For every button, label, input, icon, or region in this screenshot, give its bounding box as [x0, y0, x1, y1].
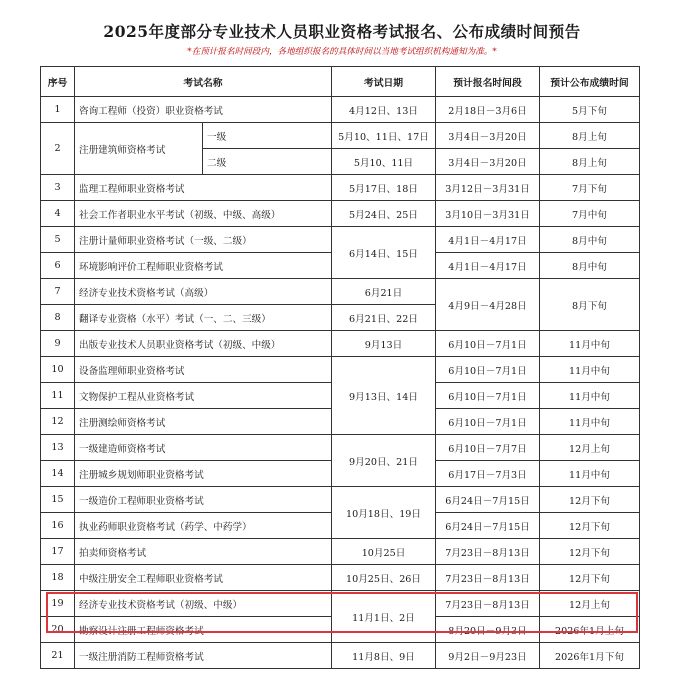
- registration-period: 4月1日－4月17日: [436, 227, 540, 253]
- header-registration-period: 预计报名时间段: [436, 67, 540, 97]
- exam-name: 社会工作者职业水平考试（初级、中级、高级）: [75, 201, 332, 227]
- row-no: 1: [41, 97, 75, 123]
- result-time: 12月下旬: [540, 539, 640, 565]
- exam-level: 二级: [203, 149, 332, 175]
- result-time: 11月中旬: [540, 383, 640, 409]
- exam-date: 9月13日、14日: [332, 357, 436, 435]
- page-subtitle-note: *在预计报名时间段内，各地组织报名的具体时间以当地考试组织机构通知为准。*: [187, 47, 497, 57]
- header-no: 序号: [41, 67, 75, 97]
- exam-date: 5月10、11日: [332, 149, 436, 175]
- header-exam-name: 考试名称: [75, 67, 332, 97]
- row-no: 13: [41, 435, 75, 461]
- result-time: 12月下旬: [540, 513, 640, 539]
- registration-period: 7月23日－8月13日: [436, 539, 540, 565]
- table-row: [41, 643, 640, 669]
- registration-period: 6月10日－7月7日: [436, 435, 540, 461]
- table-row: [41, 487, 640, 513]
- exam-name: 一级建造师资格考试: [75, 435, 332, 461]
- exam-date: 5月24日、25日: [332, 201, 436, 227]
- exam-name: 注册计量师职业资格考试（一级、二级）: [75, 227, 332, 253]
- exam-date: 6月21日、22日: [332, 305, 436, 331]
- row-no: 11: [41, 383, 75, 409]
- row-no: 15: [41, 487, 75, 513]
- table-row: [41, 97, 640, 123]
- exam-name: 设备监理师职业资格考试: [75, 357, 332, 383]
- exam-name: 一级注册消防工程师资格考试: [75, 643, 332, 669]
- result-time: 12月上旬: [540, 435, 640, 461]
- exam-name: 注册测绘师资格考试: [75, 409, 332, 435]
- row-no: 14: [41, 461, 75, 487]
- exam-level: 一级: [203, 123, 332, 149]
- exam-name: 勘察设计注册工程师资格考试: [75, 617, 332, 643]
- table-row: [41, 357, 640, 383]
- exam-name: 经济专业技术资格考试（高级）: [75, 279, 332, 305]
- row-no: 12: [41, 409, 75, 435]
- exam-name: 拍卖师资格考试: [75, 539, 332, 565]
- exam-date: 5月17日、18日: [332, 175, 436, 201]
- exam-date: 5月10、11日、17日: [332, 123, 436, 149]
- table-row: [41, 175, 640, 201]
- row-no: 4: [41, 201, 75, 227]
- exam-name: 中级注册安全工程师职业资格考试: [75, 565, 332, 591]
- registration-period: 7月23日－8月13日: [436, 565, 540, 591]
- result-time: 8月中旬: [540, 227, 640, 253]
- exam-name: 监理工程师职业资格考试: [75, 175, 332, 201]
- exam-name: 执业药师职业资格考试（药学、中药学）: [75, 513, 332, 539]
- registration-period: 2月18日－3月6日: [436, 97, 540, 123]
- registration-period: 6月24日－7月15日: [436, 487, 540, 513]
- row-no: 21: [41, 643, 75, 669]
- registration-period: 6月10日－7月1日: [436, 409, 540, 435]
- exam-name: 出版专业技术人员职业资格考试（初级、中级）: [75, 331, 332, 357]
- registration-period: 6月10日－7月1日: [436, 383, 540, 409]
- exam-date: 6月14日、15日: [332, 227, 436, 279]
- table-row: [41, 123, 640, 149]
- result-time: 12月上旬: [540, 591, 640, 617]
- registration-period: 6月10日－7月1日: [436, 357, 540, 383]
- table-header-row: [41, 67, 640, 97]
- result-time: 7月下旬: [540, 175, 640, 201]
- registration-period: 9月2日－9月23日: [436, 643, 540, 669]
- result-time: 11月中旬: [540, 331, 640, 357]
- row-no: 8: [41, 305, 75, 331]
- row-no: 20: [41, 617, 75, 643]
- result-time: 12月下旬: [540, 487, 640, 513]
- registration-period: 3月12日－3月31日: [436, 175, 540, 201]
- row-no: 17: [41, 539, 75, 565]
- registration-period: 3月4日－3月20日: [436, 123, 540, 149]
- exam-date: 4月12日、13日: [332, 97, 436, 123]
- exam-date: 6月21日: [332, 279, 436, 305]
- registration-period: 6月24日－7月15日: [436, 513, 540, 539]
- result-time: 8月上旬: [540, 149, 640, 175]
- exam-date: 11月8日、9日: [332, 643, 436, 669]
- row-no: 10: [41, 357, 75, 383]
- result-time: 2026年1月下旬: [540, 643, 640, 669]
- result-time: 11月中旬: [540, 461, 640, 487]
- exam-name: 一级造价工程师职业资格考试: [75, 487, 332, 513]
- exam-date: 9月13日: [332, 331, 436, 357]
- table-row: [41, 591, 640, 617]
- exam-date: 10月25日、26日: [332, 565, 436, 591]
- registration-period: 6月17日－7月3日: [436, 461, 540, 487]
- table-row: [41, 227, 640, 253]
- exam-name: 翻译专业资格（水平）考试（一、二、三级）: [75, 305, 332, 331]
- exam-date: 11月1日、2日: [332, 591, 436, 643]
- result-time: 8月中旬: [540, 253, 640, 279]
- table-row: [41, 435, 640, 461]
- exam-name: 注册城乡规划师职业资格考试: [75, 461, 332, 487]
- exam-schedule-table: [40, 66, 640, 669]
- exam-name: 注册建筑师资格考试: [75, 123, 203, 175]
- row-no: 2: [41, 123, 75, 175]
- registration-period: 7月23日－8月13日: [436, 591, 540, 617]
- header-result-time: 预计公布成绩时间: [540, 67, 640, 97]
- row-no: 6: [41, 253, 75, 279]
- table-row: [41, 539, 640, 565]
- exam-name: 咨询工程师（投资）职业资格考试: [75, 97, 332, 123]
- result-time: 5月下旬: [540, 97, 640, 123]
- row-no: 7: [41, 279, 75, 305]
- result-time: 11月中旬: [540, 357, 640, 383]
- table-row: [41, 565, 640, 591]
- result-time: 2026年1月上旬: [540, 617, 640, 643]
- result-time: 11月中旬: [540, 409, 640, 435]
- registration-period: 4月1日－4月17日: [436, 253, 540, 279]
- exam-name: 经济专业技术资格考试（初级、中级）: [75, 591, 332, 617]
- exam-date: 10月18日、19日: [332, 487, 436, 539]
- result-time: 7月中旬: [540, 201, 640, 227]
- page-title: 2025年度部分专业技术人员职业资格考试报名、公布成绩时间预告: [103, 22, 581, 41]
- result-time: 8月上旬: [540, 123, 640, 149]
- registration-period: 3月4日－3月20日: [436, 149, 540, 175]
- exam-date: 10月25日: [332, 539, 436, 565]
- row-no: 5: [41, 227, 75, 253]
- table-row: [41, 331, 640, 357]
- row-no: 18: [41, 565, 75, 591]
- result-time: 12月下旬: [540, 565, 640, 591]
- row-no: 3: [41, 175, 75, 201]
- row-no: 16: [41, 513, 75, 539]
- result-time: 8月下旬: [540, 279, 640, 331]
- registration-period: 6月10日－7月1日: [436, 331, 540, 357]
- exam-date: 9月20日、21日: [332, 435, 436, 487]
- registration-period: 3月10日－3月31日: [436, 201, 540, 227]
- registration-period: 4月9日－4月28日: [436, 279, 540, 331]
- row-no: 9: [41, 331, 75, 357]
- registration-period: 8月20日－9月3日: [436, 617, 540, 643]
- table-row: [41, 201, 640, 227]
- table-row: [41, 279, 640, 305]
- exam-name: 文物保护工程从业资格考试: [75, 383, 332, 409]
- header-exam-date: 考试日期: [332, 67, 436, 97]
- row-no: 19: [41, 591, 75, 617]
- exam-name: 环境影响评价工程师职业资格考试: [75, 253, 332, 279]
